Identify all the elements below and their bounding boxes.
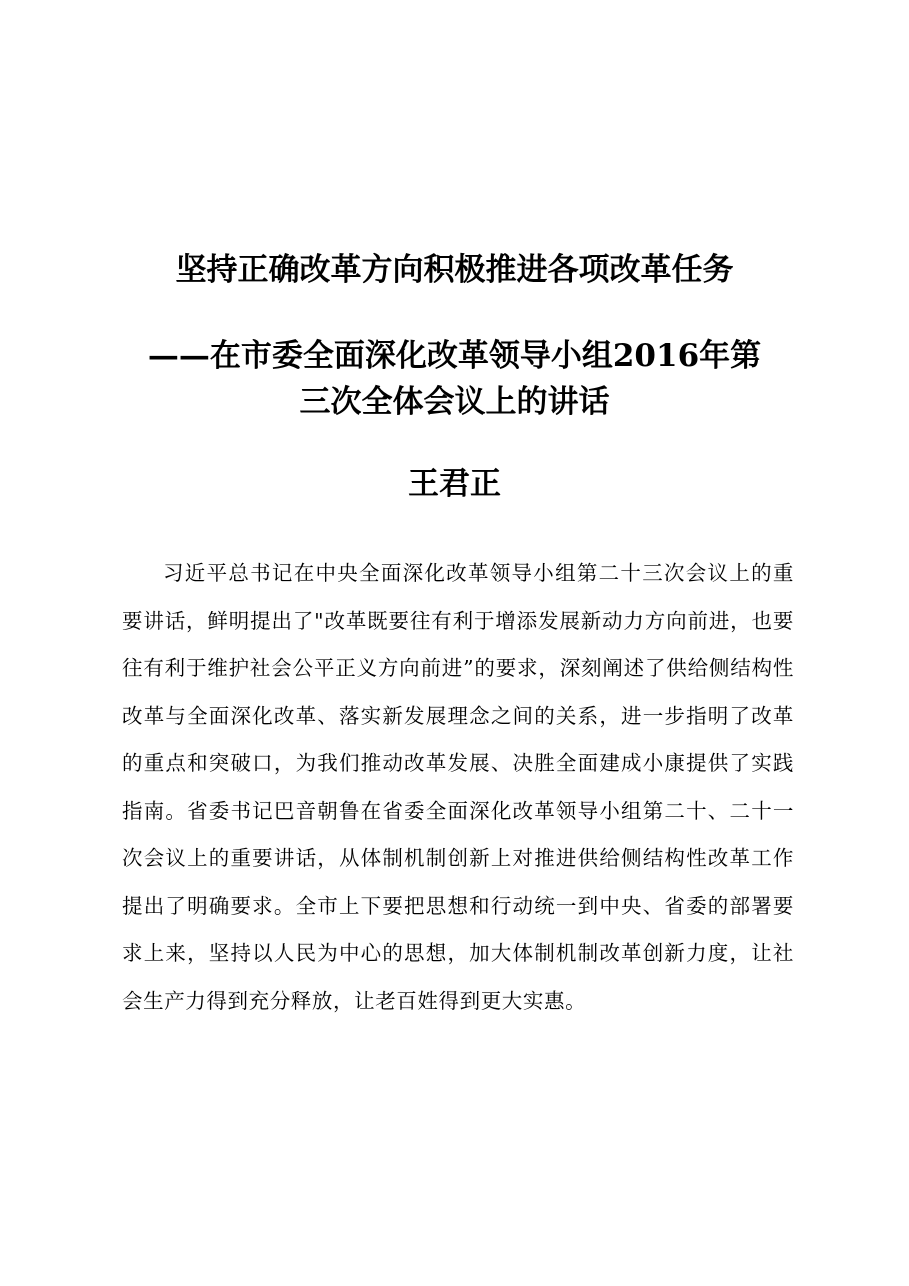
document-subtitle-line-1: ——在市委全面深化改革领导小组2016年第: [147, 338, 762, 374]
body-paragraph: 习近平总书记在中央全面深化改革领导小组第二十三次会议上的重要讲话，鲜明提出了"改革既要往有利于增添发展新动力方向前进，也要往有利于维护社会公平正义方向前进”的要求，深刻阐述了供给侧结构性改革与全面深化改革、落实新发展理念之间的关系，进一步指明了改革的重点和突破口，为我们推动改革发展、决胜全面建成小康提供了实践指南。省委书记巴音朝鲁在省委全面深化改革领导小组第二十、二十一次会议上的重要讲话，从体制机制创新上对推进供给侧结构性改革工作提出了明确要求。全市上下要把思想和行动统一到中央、省委的部署要求上来，坚持以人民为中心的思想，加大体制机制改革创新力度，让社会生产力得到充分释放，让老百姓得到更大实惠。: [122, 561, 794, 1013]
document-author: 王君正: [408, 466, 501, 502]
document-title: 坚持正确改革方向积极推进各项改革任务: [175, 252, 734, 288]
document-subtitle-line-2: 三次全体会议上的讲话: [299, 384, 610, 420]
